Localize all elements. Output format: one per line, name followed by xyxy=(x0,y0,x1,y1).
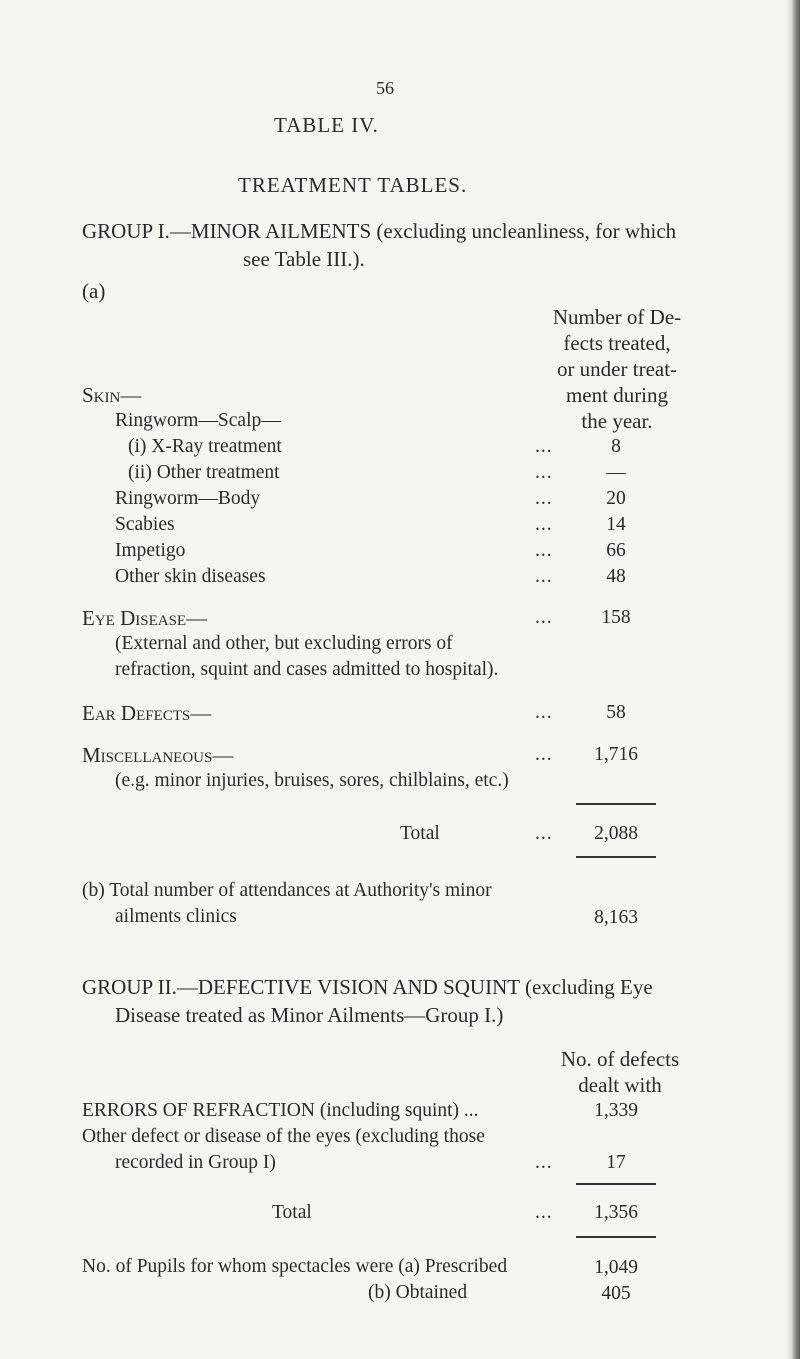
misc-dots: ... xyxy=(535,744,553,765)
row-value: 20 xyxy=(606,488,626,509)
row-label: (i) X-Ray treatment xyxy=(128,436,282,457)
group1-total-label: Total xyxy=(400,823,440,844)
row-label: Other skin diseases xyxy=(115,566,266,587)
spectacles-obtained-value: 405 xyxy=(601,1283,631,1304)
misc-value: 1,716 xyxy=(594,744,638,765)
group2-total-value: 1,356 xyxy=(594,1202,638,1223)
column-header-line: the year. xyxy=(581,409,653,433)
page-number: 56 xyxy=(376,78,394,98)
group1-heading-line2: see Table III.). xyxy=(243,247,365,271)
row-value: 14 xyxy=(606,514,626,535)
row-dots: ... xyxy=(535,566,553,587)
eye-dots: ... xyxy=(535,607,553,628)
eye-note-line1: (External and other, but excluding errors of xyxy=(115,633,453,654)
group2-total-dots: ... xyxy=(535,1202,553,1223)
eye-note-line2: refraction, squint and cases admitted to hospital). xyxy=(115,659,499,680)
group1-heading-line1: GROUP I.—MINOR AILMENTS (excluding uncleanliness, for which xyxy=(82,219,677,243)
column-header-line: Number of De- xyxy=(552,305,682,329)
row-value: — xyxy=(606,462,626,483)
part-a-label: (a) xyxy=(82,279,106,303)
row-dots: ... xyxy=(535,488,553,509)
ear-dots: ... xyxy=(535,702,553,723)
page-edge-shadow xyxy=(786,0,800,1359)
row-label: Scabies xyxy=(115,514,175,535)
row-label: Ringworm—Body xyxy=(115,488,261,509)
miscellaneous-heading: Miscellaneous— xyxy=(82,743,234,767)
row-value: 48 xyxy=(606,566,626,587)
part-b-line1: (b) Total number of attendances at Authority's minor xyxy=(82,880,492,901)
row-value: 8 xyxy=(611,436,621,457)
other-defect-value: 17 xyxy=(606,1152,626,1173)
column-header-line: No. of defects xyxy=(560,1047,680,1071)
group2-heading-line2: Disease treated as Minor Ailments—Group I.) xyxy=(115,1003,504,1027)
row-label: Impetigo xyxy=(115,540,186,561)
group2-total-label: Total xyxy=(272,1202,312,1223)
other-defect-line1: Other defect or disease of the eyes (excluding those xyxy=(82,1126,485,1147)
group1-total-dots: ... xyxy=(535,823,553,844)
total-rule-bottom xyxy=(576,856,656,858)
group2-heading-line1: GROUP II.—DEFECTIVE VISION AND SQUINT (excluding Eye xyxy=(82,975,653,999)
group1-total-value: 2,088 xyxy=(594,823,638,844)
column-header-line: fects treated, xyxy=(563,331,671,355)
eye-disease-heading: Eye Disease— xyxy=(82,606,208,630)
other-defect-dots: ... xyxy=(535,1152,553,1173)
errors-of-refraction-label: ERRORS OF REFRACTION (including squint) ... xyxy=(82,1100,479,1121)
part-b-value: 8,163 xyxy=(594,907,638,928)
column-header-line: or under treat- xyxy=(556,357,678,381)
group2-total-rule-top xyxy=(576,1183,656,1185)
errors-of-refraction-value: 1,339 xyxy=(594,1100,638,1121)
eye-value: 158 xyxy=(601,607,631,628)
spectacles-line1: No. of Pupils for whom spectacles were (a) Prescribed xyxy=(82,1256,508,1277)
row-dots: ... xyxy=(535,514,553,535)
part-b-line2: ailments clinics xyxy=(115,906,237,927)
ringworm-scalp-label: Ringworm—Scalp— xyxy=(115,410,281,431)
column-header-line: dealt with xyxy=(578,1073,662,1097)
group2-total-rule-bottom xyxy=(576,1236,656,1238)
ear-value: 58 xyxy=(606,702,626,723)
total-rule-top xyxy=(576,803,656,805)
row-value: 66 xyxy=(606,540,626,561)
skin-heading: Skin— xyxy=(82,383,142,407)
row-label: (ii) Other treatment xyxy=(128,462,280,483)
ear-defects-heading: Ear Defects— xyxy=(82,701,212,725)
other-defect-line2: recorded in Group I) xyxy=(115,1152,276,1173)
table-title: TABLE IV. xyxy=(274,113,379,137)
table-subtitle: TREATMENT TABLES. xyxy=(238,173,468,197)
row-dots: ... xyxy=(535,462,553,483)
column-header-line: ment during xyxy=(565,383,669,407)
row-dots: ... xyxy=(535,540,553,561)
spectacles-line2: (b) Obtained xyxy=(368,1282,468,1303)
misc-note: (e.g. minor injuries, bruises, sores, chilblains, etc.) xyxy=(115,770,509,791)
row-dots: ... xyxy=(535,436,553,457)
spectacles-prescribed-value: 1,049 xyxy=(594,1257,638,1278)
